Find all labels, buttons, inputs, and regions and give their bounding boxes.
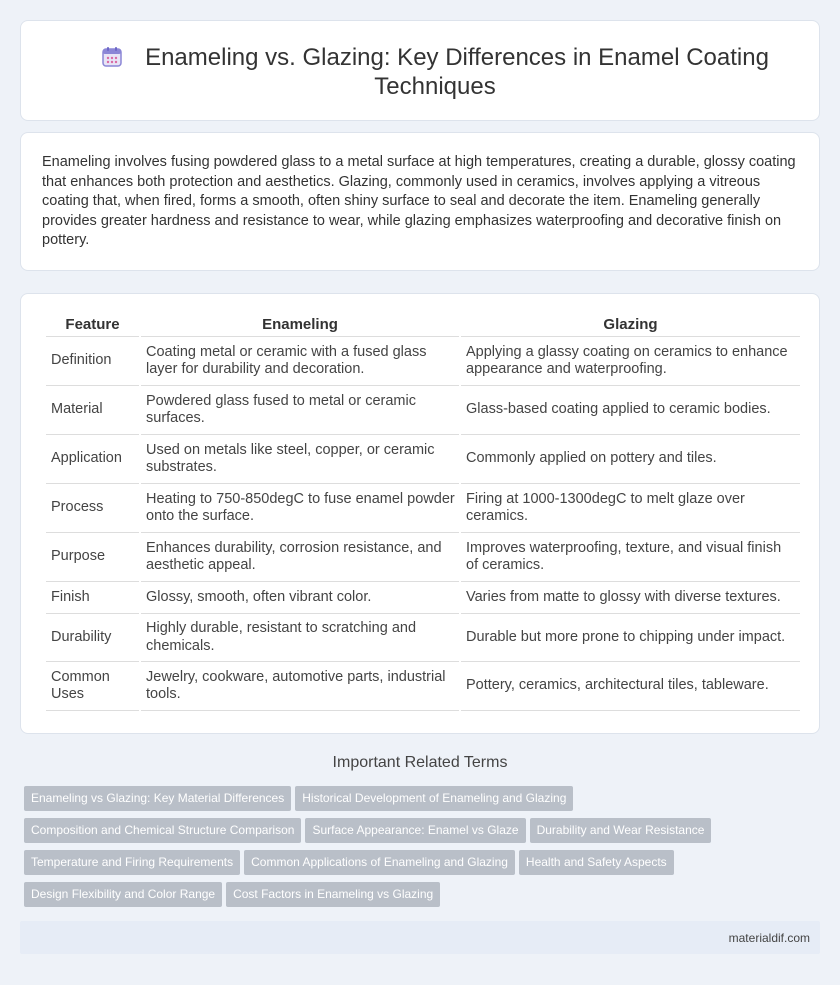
enameling-cell: Used on metals like steel, copper, or ceramic substrates. (141, 435, 459, 484)
table-row (46, 582, 800, 614)
feature-cell: Application (46, 435, 139, 484)
glazing-cell: Varies from matte to glossy with diverse textures. (461, 582, 800, 614)
related-terms-row (24, 818, 744, 850)
enameling-cell: Glossy, smooth, often vibrant color. (141, 582, 459, 614)
table-row (46, 386, 800, 435)
comparison-table-card (20, 293, 820, 734)
enameling-cell: Coating metal or ceramic with a fused glass layer for durability and decoration. (141, 337, 459, 386)
table-row (46, 337, 800, 386)
table-row (46, 614, 800, 662)
table-header-row (46, 313, 800, 337)
related-term-tag[interactable]: Surface Appearance: Enamel vs Glaze (305, 818, 525, 843)
feature-cell: Common Uses (46, 662, 139, 711)
enameling-cell: Highly durable, resistant to scratching and chemicals. (141, 614, 459, 662)
column-header-glazing: Glazing (461, 313, 800, 337)
footer (20, 921, 820, 954)
enameling-cell: Heating to 750-850degC to fuse enamel powder onto the surface. (141, 484, 459, 533)
feature-cell: Material (46, 386, 139, 435)
enameling-cell: Enhances durability, corrosion resistance, and aesthetic appeal. (141, 533, 459, 582)
related-term-tag[interactable]: Health and Safety Aspects (519, 850, 674, 875)
table-row (46, 533, 800, 582)
glazing-cell: Firing at 1000-1300degC to melt glaze over ceramics. (461, 484, 800, 533)
related-terms-row (24, 850, 744, 882)
glazing-cell: Applying a glassy coating on ceramics to enhance appearance and waterproofing. (461, 337, 800, 386)
enameling-cell: Jewelry, cookware, automotive parts, industrial tools. (141, 662, 459, 711)
related-term-tag[interactable]: Enameling vs Glazing: Key Material Differences (24, 786, 291, 811)
table-row (46, 484, 800, 533)
related-term-tag[interactable]: Temperature and Firing Requirements (24, 850, 240, 875)
table-row (46, 662, 800, 711)
related-terms-list (24, 786, 744, 914)
feature-cell: Finish (46, 582, 139, 614)
intro-paragraph: Enameling involves fusing powdered glass to a metal surface at high temperatures, creating a durable, glossy coating that enhances both protection and aesthetics. Glazing, commonly used in ceramics, involves applying a vitreous coating that, when fired, forms a smooth, often shiny surface to seal and decorate the item. Enameling generally provides greater hardness and resistance to wear, while glazing emphasizes waterproofing and decorative finish on pottery. (42, 154, 796, 248)
header-card (20, 20, 820, 121)
related-term-tag[interactable]: Historical Development of Enameling and Glazing (295, 786, 573, 811)
column-header-enameling: Enameling (141, 313, 459, 337)
feature-cell: Purpose (46, 533, 139, 582)
glazing-cell: Durable but more prone to chipping under impact. (461, 614, 800, 662)
related-term-tag[interactable]: Composition and Chemical Structure Comparison (24, 818, 301, 843)
feature-cell: Durability (46, 614, 139, 662)
glazing-cell: Glass-based coating applied to ceramic bodies. (461, 386, 800, 435)
related-term-tag[interactable]: Cost Factors in Enameling vs Glazing (226, 882, 440, 907)
related-term-tag[interactable]: Design Flexibility and Color Range (24, 882, 222, 907)
related-terms-row (24, 786, 744, 818)
page-title (91, 43, 779, 101)
related-terms-row (24, 882, 744, 914)
glazing-cell: Pottery, ceramics, architectural tiles, tableware. (461, 662, 800, 711)
table-row (46, 435, 800, 484)
related-terms-title: Important Related Terms (332, 754, 508, 771)
related-term-tag[interactable]: Durability and Wear Resistance (530, 818, 712, 843)
glazing-cell: Improves waterproofing, texture, and visual finish of ceramics. (461, 533, 800, 582)
comparison-table (44, 313, 802, 711)
glazing-cell: Commonly applied on pottery and tiles. (461, 435, 800, 484)
footer-site: materialdif.com (728, 931, 810, 945)
enameling-cell: Powdered glass fused to metal or ceramic surfaces. (141, 386, 459, 435)
page-title-text: Enameling vs. Glazing: Key Differences in Enamel Coating Techniques (145, 44, 769, 100)
feature-cell: Definition (46, 337, 139, 386)
feature-cell: Process (46, 484, 139, 533)
related-term-tag[interactable]: Common Applications of Enameling and Glazing (244, 850, 515, 875)
calendar-icon (101, 46, 123, 68)
column-header-feature: Feature (46, 313, 139, 337)
intro-card (20, 132, 820, 271)
